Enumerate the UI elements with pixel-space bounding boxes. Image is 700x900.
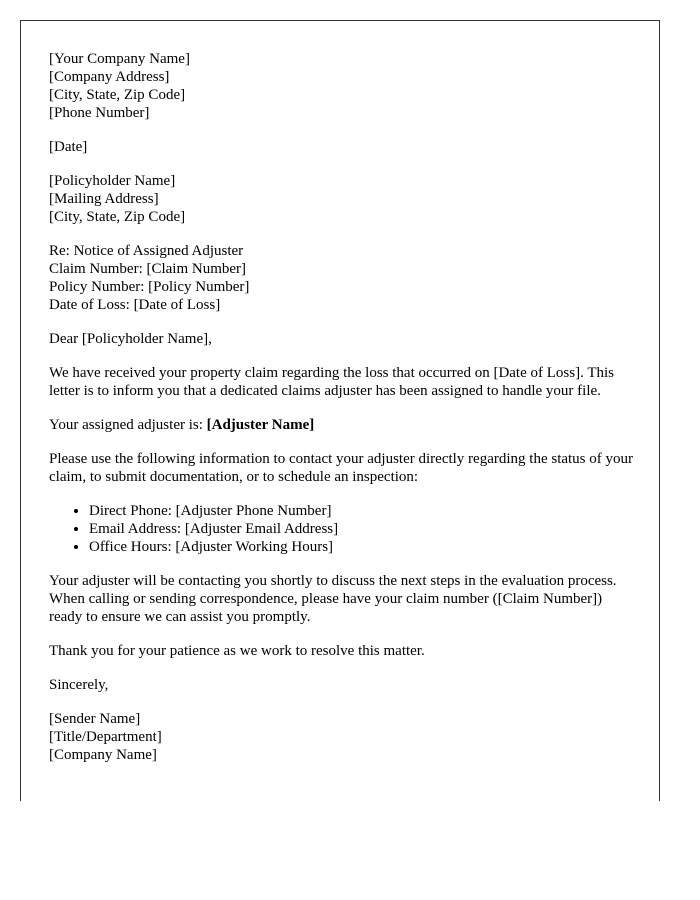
sender-company-address: [Company Address] <box>49 69 170 85</box>
list-item-office-hours: • Office Hours: [Adjuster Working Hours] <box>89 538 639 556</box>
contact-info-list <box>49 502 639 556</box>
letter-page <box>20 20 660 801</box>
re-line: Re: Notice of Assigned Adjuster <box>49 243 244 259</box>
next-steps-paragraph: Your adjuster will be contacting you shortly to discuss the next steps in the evaluation process. When calling or sending correspondence, please have your claim number ([Claim Number]) ready to ensure we can assist you promptly. <box>49 573 617 625</box>
contact-intro-paragraph: Please use the following information to contact your adjuster directly regarding the status of your claim, to submit documentation, or to schedule an inspection: <box>49 451 634 485</box>
date-text: [Date] <box>49 139 88 155</box>
signature-company-name: [Company Name] <box>49 747 157 763</box>
signature-title-department: [Title/Department] <box>49 729 162 745</box>
date-of-loss-line: Date of Loss: [Date of Loss] <box>49 297 221 313</box>
adjuster-name: [Adjuster Name] <box>206 417 315 433</box>
signature-sender-name: [Sender Name] <box>49 711 141 727</box>
recipient-address-block <box>49 172 639 226</box>
letter-content <box>49 50 639 780</box>
policy-number-line: Policy Number: [Policy Number] <box>49 279 250 295</box>
claim-number-line: Claim Number: [Claim Number] <box>49 261 247 277</box>
sender-company-name: [Your Company Name] <box>49 51 190 67</box>
recipient-city-state-zip: [City, State, Zip Code] <box>49 209 186 225</box>
sender-phone-number: [Phone Number] <box>49 105 150 121</box>
sender-address-block <box>49 50 639 122</box>
list-item-email-address: • Email Address: [Adjuster Email Address] <box>89 520 639 538</box>
list-item-direct-phone: • Direct Phone: [Adjuster Phone Number] <box>89 502 639 520</box>
recipient-mailing-address: [Mailing Address] <box>49 191 159 207</box>
sender-city-state-zip: [City, State, Zip Code] <box>49 87 186 103</box>
assigned-adjuster-prefix: Your assigned adjuster is: <box>49 417 207 433</box>
salutation: Dear [Policyholder Name], <box>49 331 212 347</box>
assigned-adjuster-paragraph <box>49 416 639 434</box>
recipient-name: [Policyholder Name] <box>49 173 176 189</box>
intro-paragraph: We have received your property claim regarding the loss that occurred on [Date of Loss]. This letter is to inform you that a dedicated claims adjuster has been assigned to handle your file. <box>49 365 614 399</box>
reference-block <box>49 242 639 314</box>
letter-date <box>49 138 639 156</box>
closing: Sincerely, <box>49 677 109 693</box>
thanks-paragraph: Thank you for your patience as we work to resolve this matter. <box>49 643 425 659</box>
signature-block <box>49 710 639 764</box>
